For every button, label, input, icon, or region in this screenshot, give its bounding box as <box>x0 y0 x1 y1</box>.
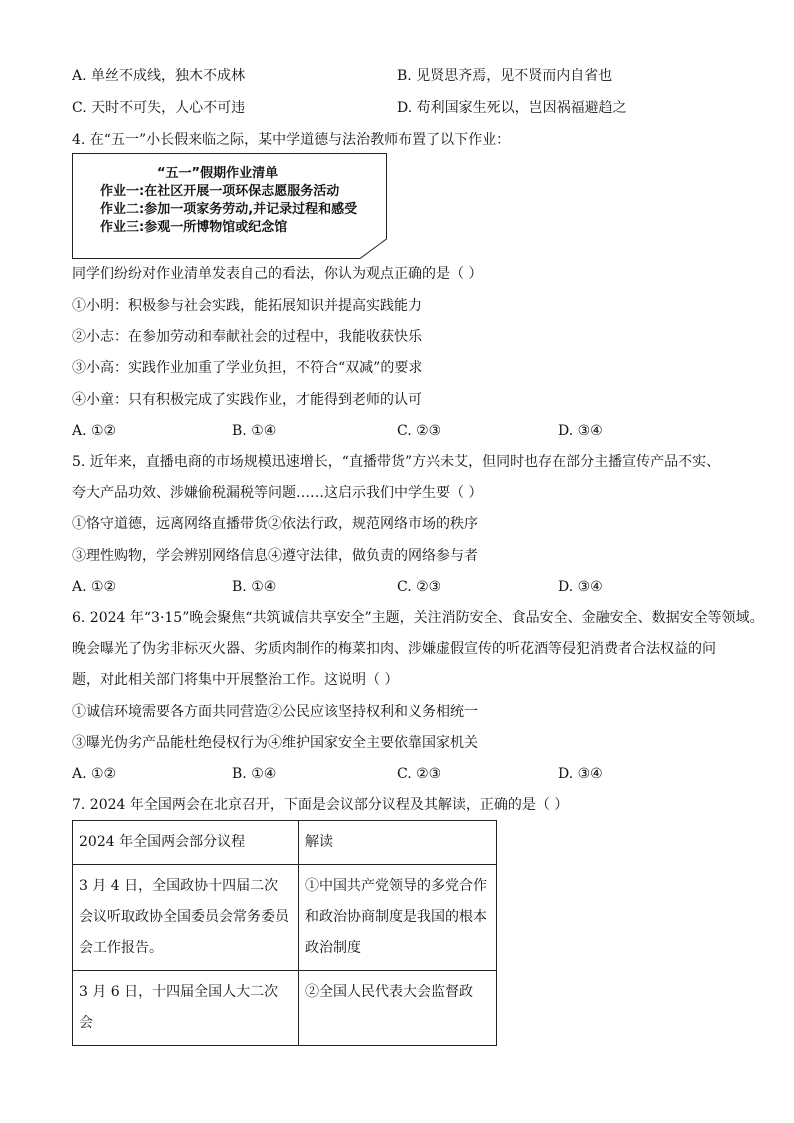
q4-option-b: B. ①④ <box>232 423 277 439</box>
q3-option-c: C. 天时不可失，人心不可违 <box>72 100 246 116</box>
homework-item-2: 作业二:参加一项家务劳动,并记录过程和感受 <box>100 202 358 217</box>
q6-stem-line-1: 6. 2024 年“3·15”晚会聚焦“共筑诚信共享安全”主题，关注消防安全、食品安全、金融安全、数据安全等领域。 <box>72 610 764 626</box>
table-header-interpretation: 解读 <box>299 821 497 865</box>
q5-stem-line-2: 夸大产品功效、涉嫌偷税漏税等问题……这启示我们中学生要（ ） <box>72 485 483 501</box>
table-row <box>73 971 497 1046</box>
q6-option-a: A. ①② <box>72 766 117 782</box>
table-cell-interpretation: ②全国人民代表大会监督政 <box>299 971 497 1046</box>
q5-statement-1: ①恪守道德，远离网络直播带货②依法行政，规范网络市场的秩序 <box>72 516 478 532</box>
table-cell-interpretation: ①中国共产党领导的多党合作和政治协商制度是我国的根本政治制度 <box>299 865 497 971</box>
q6-option-c: C. ②③ <box>397 766 442 782</box>
q4-option-c: C. ②③ <box>397 423 442 439</box>
homework-list-box <box>72 153 390 263</box>
q4-stem: 4. 在“五一”小长假来临之际，某中学道德与法治教师布置了以下作业： <box>72 132 511 148</box>
q4-statement-2: ②小志：在参加劳动和奉献社会的过程中，我能收获快乐 <box>72 329 422 345</box>
table-header-agenda: 2024 年全国两会部分议程 <box>73 821 299 865</box>
q4-statement-3: ③小高：实践作业加重了学业负担，不符合“双减”的要求 <box>72 360 423 376</box>
q5-option-c: C. ②③ <box>397 579 442 595</box>
agenda-table <box>72 820 497 1046</box>
table-header-row <box>73 821 497 865</box>
table-row <box>73 865 497 971</box>
q5-option-d: D. ③④ <box>558 579 603 595</box>
q5-option-a: A. ①② <box>72 579 117 595</box>
q4-prompt: 同学们纷纷对作业清单发表自己的看法，你认为观点正确的是（ ） <box>72 266 483 282</box>
q5-option-b: B. ①④ <box>232 579 277 595</box>
homework-item-3: 作业三:参观一所博物馆或纪念馆 <box>100 220 288 235</box>
q3-option-a: A. 单丝不成线，独木不成林 <box>72 68 246 84</box>
homework-item-1: 作业一:在社区开展一项环保志愿服务活动 <box>100 184 340 199</box>
q6-stem-line-2: 晚会曝光了伪劣非标灭火器、劣质肉制作的梅菜扣肉、涉嫌虚假宣传的听花酒等侵犯消费者合法权益的问 <box>72 641 716 657</box>
q6-option-b: B. ①④ <box>232 766 277 782</box>
q7-stem: 7. 2024 年全国两会在北京召开，下面是会议部分议程及其解读，正确的是（ ） <box>72 797 569 813</box>
table-cell-agenda: 3 月 4 日，全国政协十四届二次会议听取政协全国委员会常务委员会工作报告。 <box>73 865 299 971</box>
q5-statement-2: ③理性购物，学会辨别网络信息④遵守法律，做负责的网络参与者 <box>72 548 478 564</box>
q4-statement-4: ④小童：只有积极完成了实践作业，才能得到老师的认可 <box>72 392 422 408</box>
q4-option-a: A. ①② <box>72 423 117 439</box>
q6-statement-1: ①诚信环境需要各方面共同营造②公民应该坚持权利和义务相统一 <box>72 704 478 720</box>
q3-option-b: B. 见贤思齐焉，见不贤而内自省也 <box>397 68 613 84</box>
q5-stem-line-1: 5. 近年来，直播电商的市场规模迅速增长，“直播带货”方兴未艾，但同时也存在部分主播宣传产品不实、 <box>72 454 721 470</box>
q3-option-d: D. 苟利国家生死以，岂因祸福避趋之 <box>397 100 627 116</box>
homework-list-title: “五一”假期作业清单 <box>157 166 279 181</box>
q4-option-d: D. ③④ <box>558 423 603 439</box>
q6-stem-line-3: 题，对此相关部门将集中开展整治工作。这说明（ ） <box>72 672 399 688</box>
q6-option-d: D. ③④ <box>558 766 603 782</box>
q4-statement-1: ①小明：积极参与社会实践，能拓展知识并提高实践能力 <box>72 298 422 314</box>
table-cell-agenda: 3 月 6 日，十四届全国人大二次会 <box>73 971 299 1046</box>
q6-statement-2: ③曝光伪劣产品能杜绝侵权行为④维护国家安全主要依靠国家机关 <box>72 735 478 751</box>
